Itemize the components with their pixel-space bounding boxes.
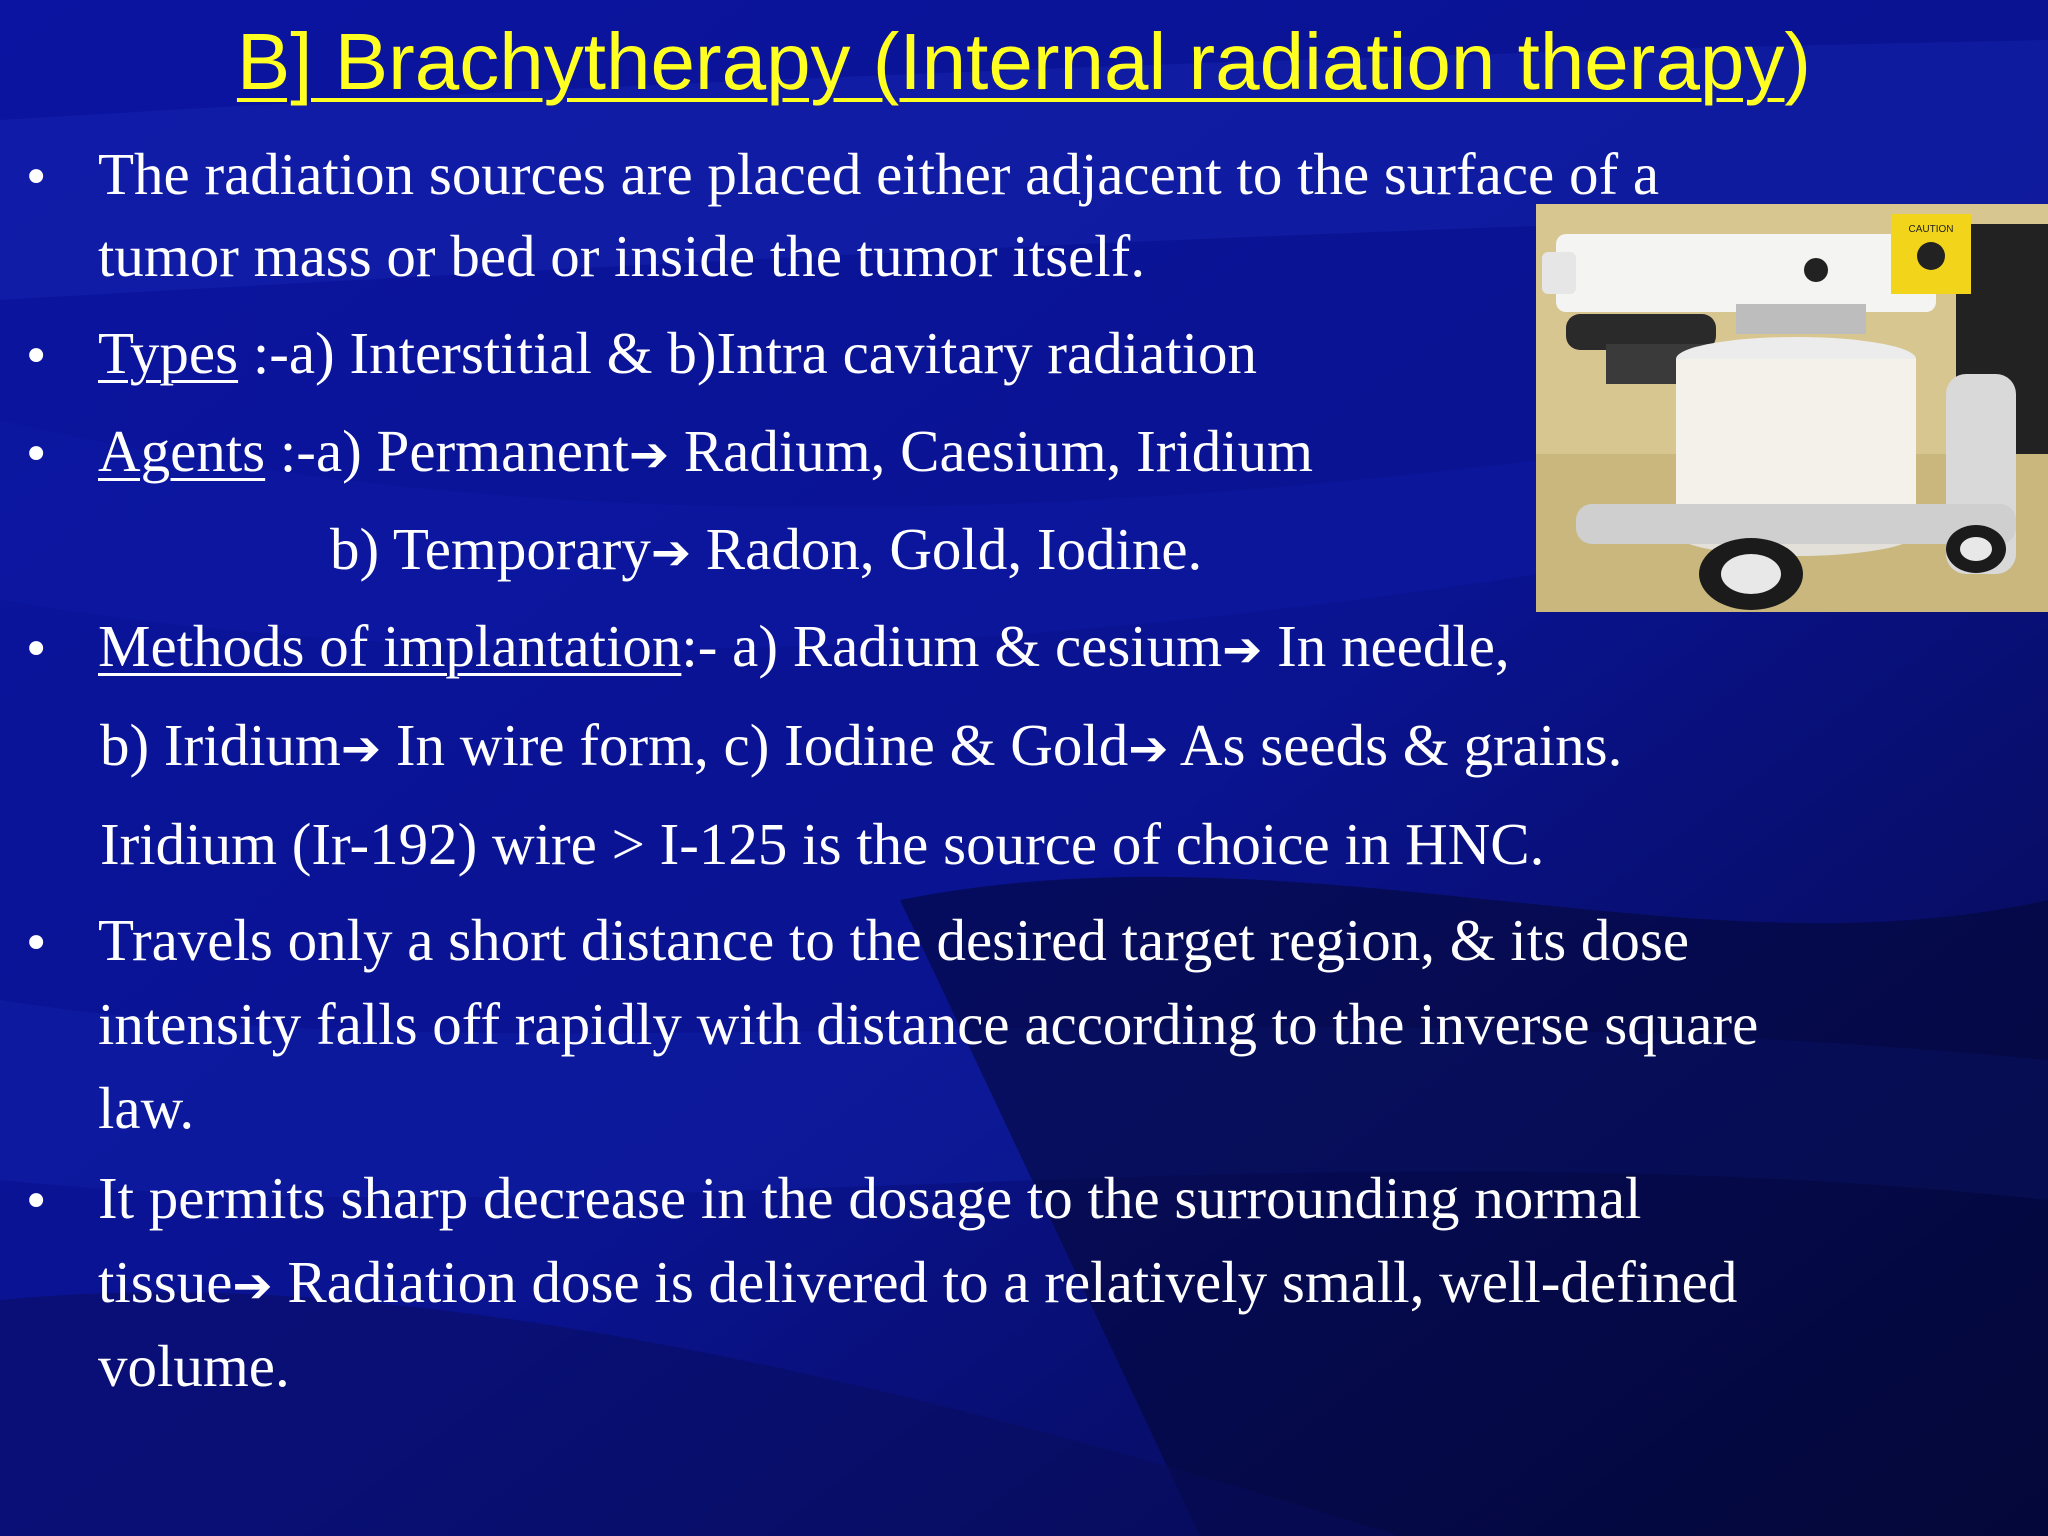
- travels-line-3: law.: [98, 1075, 195, 1141]
- permits-line-3: volume.: [98, 1333, 290, 1399]
- agents-label: Agents: [98, 418, 266, 484]
- bullet-marker: •: [22, 916, 51, 972]
- agents-permanent-list: Radium, Caesium, Iridium: [669, 418, 1314, 484]
- agents-temporary-list: Radon, Gold, Iodine.: [691, 516, 1203, 582]
- agents-temporary: b) Temporary: [330, 516, 651, 582]
- agents-temporary-line: [330, 508, 1202, 594]
- title-closing-paren: ): [1784, 17, 1812, 106]
- bullet-1-line-1: The radiation sources are placed either adjacent to the surface of a: [98, 141, 1660, 207]
- agents-line: [98, 410, 1313, 496]
- methods-label: Methods of implantation: [98, 613, 682, 679]
- brachytherapy-device-photo: [1536, 204, 2048, 612]
- methods-wire-iodine: In wire form, c) Iodine & Gold: [381, 712, 1129, 778]
- methods-line: [98, 605, 1510, 691]
- travels-line-2: intensity falls off rapidly with distance according to the inverse square: [98, 991, 1759, 1057]
- bullet-marker: •: [22, 622, 51, 678]
- bullet-marker: •: [22, 427, 51, 483]
- methods-line-2: [100, 704, 1622, 790]
- types-label: Types: [98, 320, 239, 386]
- iridium-choice-line: Iridium (Ir-192) wire > I-125 is the source of choice in HNC.: [100, 811, 1545, 877]
- right-arrow-icon: ➔: [1128, 721, 1169, 777]
- agents-permanent: :-a) Permanent: [265, 418, 629, 484]
- types-text: :-a) Interstitial & b)Intra cavitary radiation: [238, 320, 1258, 386]
- caution-label: CAUTION: [1908, 224, 1954, 235]
- permits-dose: Radiation dose is delivered to a relatively small, well-defined: [272, 1249, 1738, 1315]
- right-arrow-icon: ➔: [340, 721, 382, 777]
- permits-tissue: tissue: [98, 1249, 233, 1315]
- bullet-marker: •: [22, 150, 51, 206]
- types-line: [98, 312, 1257, 394]
- methods-iridium: b) Iridium: [100, 712, 341, 778]
- methods-seeds: As seeds & grains.: [1168, 712, 1623, 778]
- permits-line-2: [98, 1241, 1737, 1327]
- right-arrow-icon: ➔: [628, 427, 670, 483]
- right-arrow-icon: ➔: [1222, 622, 1263, 678]
- right-arrow-icon: ➔: [650, 525, 692, 581]
- slide-title: [0, 12, 2048, 112]
- methods-radium: :- a) Radium & cesium: [681, 613, 1223, 679]
- travels-line-1: Travels only a short distance to the desired target region, & its dose: [98, 907, 1690, 973]
- title-underlined-text: B] Brachytherapy (Internal radiation therapy: [236, 17, 1785, 106]
- right-arrow-icon: ➔: [232, 1258, 273, 1314]
- methods-needle: In needle,: [1262, 613, 1510, 679]
- bullet-1-line-2: tumor mass or bed or inside the tumor itself.: [98, 223, 1146, 289]
- bullet-marker: •: [22, 329, 51, 385]
- bullet-marker: •: [22, 1174, 51, 1230]
- device-illustration: [1536, 204, 2048, 612]
- permits-line-1: It permits sharp decrease in the dosage to the surrounding normal: [98, 1165, 1642, 1231]
